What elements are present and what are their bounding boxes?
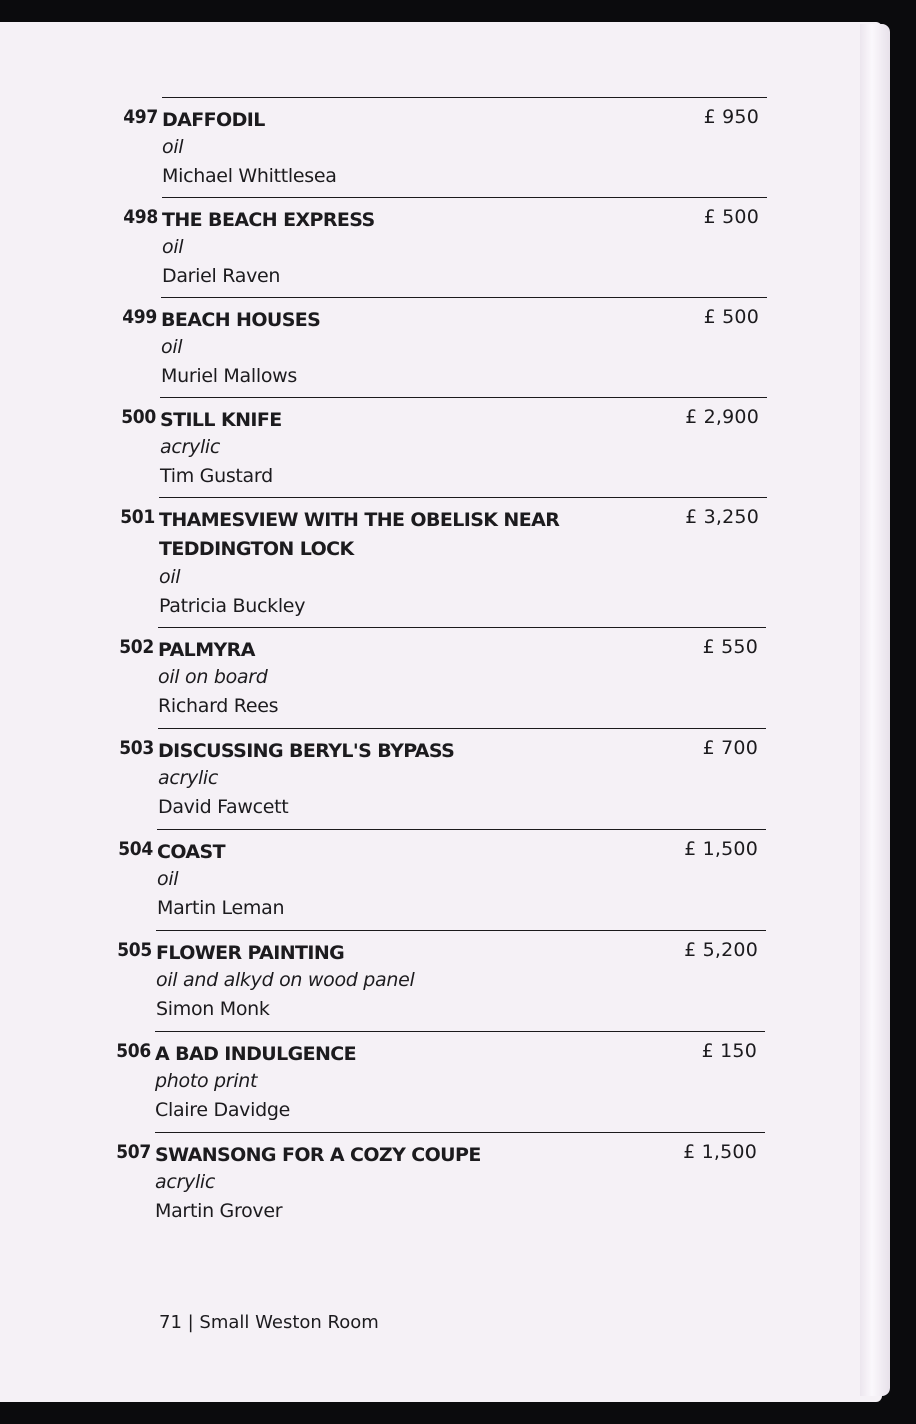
entry-price: £ 550 xyxy=(702,636,758,658)
entry-number: 502 xyxy=(119,636,154,658)
entry-artist: Martin Grover xyxy=(155,1200,283,1222)
entry-title: SWANSONG FOR A COZY COUPE xyxy=(155,1144,481,1166)
entry-artist: Richard Rees xyxy=(158,695,279,717)
entry-price: £ 1,500 xyxy=(684,838,758,860)
page-edge xyxy=(860,24,890,1396)
catalogue-entry-506 xyxy=(116,1031,765,1132)
entry-title: DISCUSSING BERYL'S BYPASS xyxy=(158,740,455,762)
entry-title: A BAD INDULGENCE xyxy=(155,1043,356,1065)
entry-title xyxy=(159,506,679,564)
entry-number: 507 xyxy=(116,1141,151,1163)
entry-title: BEACH HOUSES xyxy=(161,309,321,331)
entry-number: 501 xyxy=(120,506,155,528)
catalogue-entry-507 xyxy=(116,1132,765,1233)
catalogue-page xyxy=(0,22,882,1402)
entry-list xyxy=(0,22,882,1402)
entry-artist: Michael Whittlesea xyxy=(162,165,337,187)
entry-medium: oil xyxy=(159,566,181,588)
entry-number: 497 xyxy=(123,106,158,128)
entry-title: PALMYRA xyxy=(158,639,255,661)
entry-medium: oil and alkyd on wood panel xyxy=(156,969,415,991)
entry-artist: David Fawcett xyxy=(158,796,289,818)
entry-medium: oil xyxy=(161,336,183,358)
entry-artist: Dariel Raven xyxy=(162,265,281,287)
entry-number: 500 xyxy=(121,406,156,428)
catalogue-entry-505 xyxy=(117,930,766,1031)
entry-artist: Patricia Buckley xyxy=(159,595,306,617)
entry-medium: acrylic xyxy=(158,767,219,789)
entry-price: £ 500 xyxy=(703,206,759,228)
entry-number: 498 xyxy=(123,206,158,228)
entry-title-line: THAMESVIEW WITH THE OBELISK NEAR xyxy=(159,509,560,531)
catalogue-entry-501 xyxy=(120,497,767,628)
entry-artist: Tim Gustard xyxy=(160,465,273,487)
entry-price: £ 150 xyxy=(701,1040,757,1062)
entry-medium: oil xyxy=(162,136,184,158)
entry-artist: Simon Monk xyxy=(156,998,270,1020)
entry-artist: Muriel Mallows xyxy=(161,365,297,387)
catalogue-entry-497 xyxy=(123,97,767,198)
entry-price: £ 700 xyxy=(702,737,758,759)
entry-price: £ 950 xyxy=(703,106,759,128)
entry-title-line: TEDDINGTON LOCK xyxy=(159,538,354,560)
catalogue-entry-498 xyxy=(123,197,767,298)
entry-title: THE BEACH EXPRESS xyxy=(162,209,375,231)
entry-medium: oil xyxy=(157,868,179,890)
entry-medium: acrylic xyxy=(155,1171,216,1193)
entry-medium: photo print xyxy=(155,1070,258,1092)
entry-number: 505 xyxy=(117,939,152,961)
catalogue-entry-499 xyxy=(122,297,767,398)
catalogue-entry-504 xyxy=(118,829,766,930)
entry-title: FLOWER PAINTING xyxy=(156,942,345,964)
catalogue-entry-502 xyxy=(119,627,766,728)
entry-number: 499 xyxy=(122,306,157,328)
entry-artist: Claire Davidge xyxy=(155,1099,290,1121)
entry-title: COAST xyxy=(157,841,225,863)
entry-price: £ 500 xyxy=(703,306,759,328)
entry-title: DAFFODIL xyxy=(162,109,265,131)
entry-medium: acrylic xyxy=(160,436,221,458)
entry-title: STILL KNIFE xyxy=(160,409,282,431)
entry-number: 504 xyxy=(118,838,153,860)
entry-medium: oil xyxy=(162,236,184,258)
entry-number: 506 xyxy=(116,1040,151,1062)
entry-price: £ 3,250 xyxy=(685,506,759,528)
entry-artist: Martin Leman xyxy=(157,897,285,919)
entry-price: £ 5,200 xyxy=(684,939,758,961)
entry-price: £ 1,500 xyxy=(683,1141,757,1163)
catalogue-entry-503 xyxy=(119,728,766,829)
entry-price: £ 2,900 xyxy=(685,406,759,428)
entry-medium: oil on board xyxy=(158,666,268,688)
catalogue-entry-500 xyxy=(121,397,767,498)
entry-number: 503 xyxy=(119,737,154,759)
page-footer: 71 | Small Weston Room xyxy=(159,1312,379,1333)
